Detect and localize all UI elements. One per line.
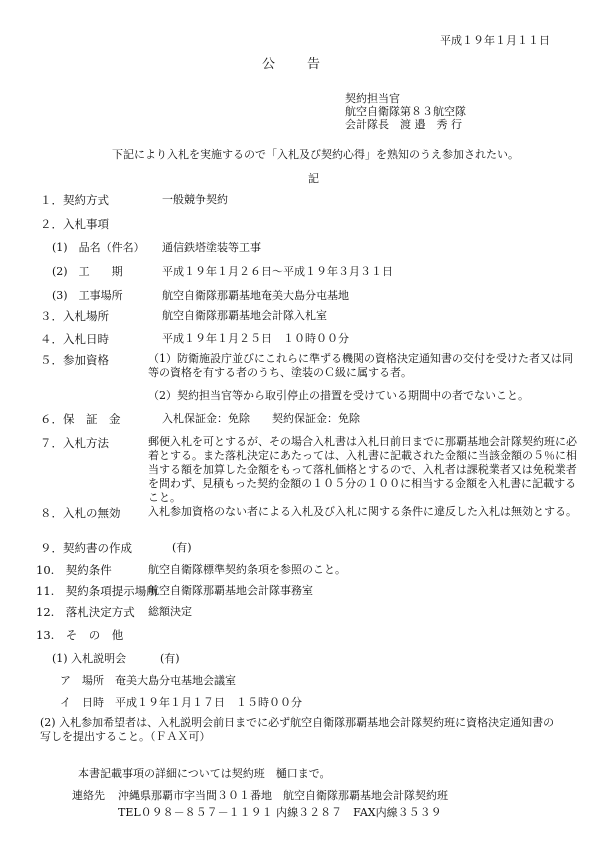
item-13-2-text: (2) 入札参加希望者は、入札説明会前日までに必ず航空自衛隊那覇基地会計隊契約班に資格決定通知書の写しを提出すること。（ＦＡＸ可） [40,716,555,743]
item-5-qualification-2: （2）契約担当官等から取引停止の措置を受けている期間中の者でないこと。 [148,389,529,402]
item-5-label: ５．参加資格 [40,353,109,367]
contact-phone-fax: TEL０９８－８５７－１１９１ 内線３２８７ FAX内線３５３９ [118,806,442,819]
item-13-1-label: (1) 入札説明会 [52,652,127,665]
item-7-value: 郵便入札を可とするが、その場合入札書は入札日前日までに那覇基地会計隊契約班に必着とする。また落札決定にあたっては、入札書に記載された金額に当該金額の５％に相当する額を加算した金額をもって落札価格とするので、入札者は課税業者又は免税業者を問わず、見積もった契約金額の１０５分の１００に相当する金額を入札書に記載すること。 [148,435,577,505]
item-2-label: ２．入札事項 [40,217,109,231]
item-9-value: (有) [172,541,192,554]
item-13-label: 13. そ の 他 [36,628,124,642]
item-11-label: 11. 契約条項提示場所 [36,584,158,598]
office-role: 契約担当官 [345,92,400,105]
item-8-label: ８．入札の無効 [40,506,121,520]
item-10-value: 航空自衛隊標準契約条項を参照のこと。 [148,563,346,576]
item-2-2-label: (2) 工 期 [52,265,123,278]
item-1-value: 一般競争契約 [162,193,228,206]
item-4-value: 平成１９年１月２５日 １０時００分 [162,332,349,345]
item-6-label: ６．保 証 金 [40,412,121,426]
notice-title: 公 告 [262,57,323,72]
item-2-1-value: 通信鉄塔塗装等工事 [162,241,261,254]
item-2-3-label: (3) 工事場所 [52,289,123,302]
item-5-qualification-1: （1）防衛施設庁並びにこれらに準ずる機関の資格決定通知書の交付を受けた者又は同等の資格を有する者のうち、塗装のＣ級に属する者。 [148,352,573,379]
item-2-2-value: 平成１９年１月２６日～平成１９年３月３１日 [162,265,393,278]
item-2-1-label: (1) 品名（件名） [52,241,145,254]
intro-text: 下記により入札を実施するので「入札及び契約心得」を熟知のうえ参加されたい。 [112,148,519,161]
contact-label: 連絡先 [72,789,105,802]
item-11-value: 航空自衛隊那覇基地会計隊事務室 [148,584,313,597]
item-10-label: 10. 契約条件 [36,563,112,577]
contact-address: 沖縄県那覇市字当間３０１番地 航空自衛隊那覇基地会計隊契約班 [118,789,448,802]
item-3-value: 航空自衛隊那覇基地会計隊入札室 [162,309,327,322]
briefing-place: ア 場所 奄美大島分屯基地会議室 [60,674,236,687]
contracting-office-block [345,93,466,132]
item-13-1-value: (有) [160,652,180,665]
item-1-label: １．契約方式 [40,193,109,207]
item-3-label: ３．入札場所 [40,309,109,323]
contact-note: 本書記載事項の詳細については契約班 樋口まで。 [78,767,331,780]
briefing-time: イ 日時 平成１９年１月１７日 １５時００分 [60,696,302,709]
item-8-value: 入札参加資格のない者による入札及び入札に関する条件に違反した入札は無効とする。 [148,505,577,518]
office-person: 会計隊長 渡 邉 秀 行 [345,117,462,131]
office-unit: 航空自衛隊第８３航空隊 [345,104,466,118]
ki-heading: 記 [308,172,319,185]
item-4-label: ４．入札日時 [40,332,109,346]
item-6-value: 入札保証金：免除 契約保証金：免除 [162,412,360,425]
item-2-3-value: 航空自衛隊那覇基地奄美大島分屯基地 [162,289,349,302]
notice-date: 平成１９年１月１１日 [440,34,550,47]
item-12-label: 12. 落札決定方式 [36,605,135,619]
item-9-label: ９．契約書の作成 [40,541,132,555]
item-12-value: 総額決定 [148,605,192,618]
item-7-label: ７．入札方法 [40,436,109,450]
